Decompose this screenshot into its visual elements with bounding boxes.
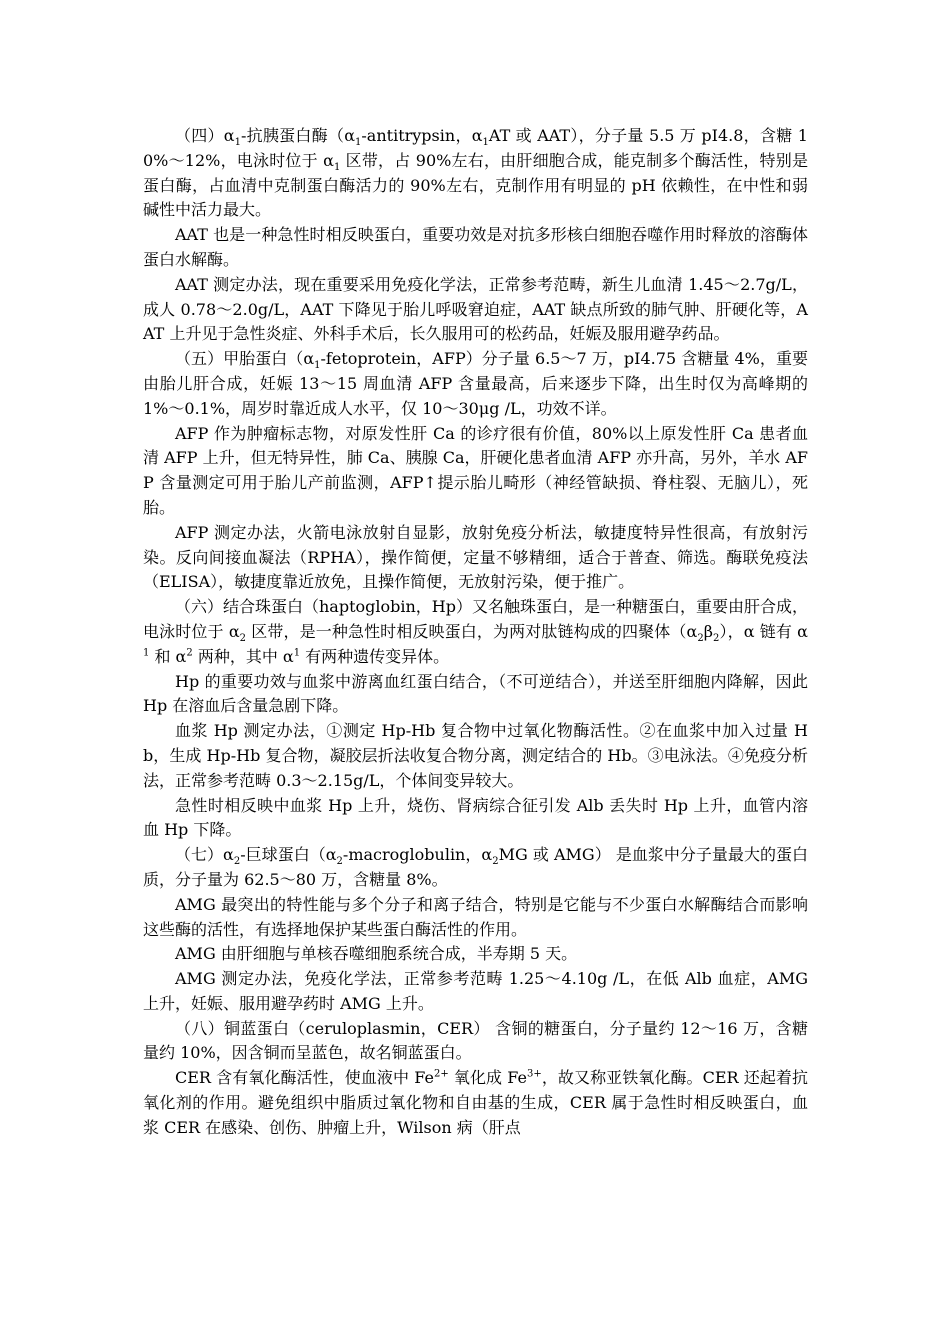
paragraph-afp-marker: AFP 作为肿瘤标志物，对原发性肝 Ca 的诊疗很有价值，80%以上原发性肝 Ca 患者血清 AFP 上升，但无特异性，肺 Ca、胰腺 Ca，肝硬化患者血清 AFP 亦升高，另外，羊水 AFP 含量测定可用于胎儿产前监测，AFP↑提示胎儿畸形（神经管缺损、脊柱裂、无脑儿），死胎。	[143, 423, 808, 517]
document-page	[143, 124, 808, 1141]
paragraph-aat-intro: （四）$\alpha_1-$抗胰蛋白酶（$\alpha_1$-antitrypsin，$\alpha_1AT$ 或 AAT），分子量 5.5 万 pI4.8，含糖 10%～12%，电泳时位于 $\alpha_1$ 区带，占 90%左右，由肝细胞合成，能克制多个酶活性，特别是蛋白酶，占血清中克制蛋白酶活力的 90%左右，克制作用有明显的 pH 依赖性，在中性和弱碱性中活力最大。	[143, 126, 808, 220]
paragraph-amg-feature: AMG 最突出的特性能与多个分子和离子结合，特别是它能与不少蛋白水解酶结合而影响这些酶的活性，有选择地保护某些蛋白酶活性的作用。	[143, 894, 808, 939]
paragraph-afp-intro: （五）甲胎蛋白（$\alpha_1$-fetoprotein，AFP）分子量 6.5～7 万，pI4.75 含糖量 4%，重要由胎儿肝合成，妊娠 13～15 周血清 AFP 含量最高，后来逐步下降，出生时仅为高峰期的 1%～0.1%，周岁时靠近成人水平，仅 10～30μg /L，功效不详。	[143, 349, 808, 418]
paragraph-aat-method: AAT 测定办法，现在重要采用免疫化学法，正常参考范畴，新生儿血清 1.45～2.7g/L，成人 0.78～2.0g/L，AAT 下降见于胎儿呼吸窘迫症，AAT 缺点所致的肺气肿、肝硬化等，AAT 上升见于急性炎症、外科手术后，长久服用可的松药品，妊娠及服用避孕药品。	[143, 274, 808, 344]
paragraph-hp-clinical: 急性时相反映中血浆 Hp 上升，烧伤、肾病综合征引发 Alb 丢失时 Hp 上升，血管内溶血 Hp 下降。	[143, 795, 808, 840]
paragraph-amg-synthesis: AMG 由肝细胞与单核吞噬细胞系统合成，半寿期 5 天。	[175, 944, 578, 964]
paragraph-cer-function: CER 含有氧化酶活性，使血液中 $Fe^{2+}$ 氧化成 $Fe^{3+}$，故又称亚铁氧化酶。CER 还起着抗氧化剂的作用。避免组织中脂质过氧化物和自由基的生成，CER 属于急性时相反映蛋白，血浆 CER 在感染、创伤、肿瘤上升，Wilson 病（肝点	[143, 1068, 809, 1137]
paragraph-afp-method: AFP 测定办法，火箭电泳放射自显影，放射免疫分析法，敏捷度特异性很高，有放射污染。反向间接血凝法（RPHA），操作简便，定量不够精细，适合于普查、筛选。酶联免疫法（ELISA），敏捷度靠近放免，且操作简便，无放射污染，便于推广。	[143, 522, 808, 592]
paragraph-aat-function: AAT 也是一种急性时相反映蛋白，重要功效是对抗多形核白细胞吞噬作用时释放的溶酶体蛋白水解酶。	[143, 225, 808, 269]
paragraph-hp-method: 血浆 Hp 测定办法，①测定 Hp-Hb 复合物中过氧化物酶活性。②在血浆中加入过量 Hb，生成 Hp-Hb 复合物，凝胶层折法收复合物分离，测定结合的 Hb。③电泳法。④免疫分析法，正常参考范畴 0.3～2.15g/L，个体间变异较大。	[143, 721, 808, 790]
paragraph-amg-method: AMG 测定办法，免疫化学法，正常参考范畴 1.25～4.10g /L，在低 Alb 血症，AMG 上升，妊娠、服用避孕药时 AMG 上升。	[143, 969, 808, 1013]
paragraph-amg-intro: （七）$\alpha_2-$巨球蛋白（$\alpha_2$-macroglobulin，$\alpha_2MG$ 或 AMG） 是血浆中分子量最大的蛋白质，分子量为 62.5～80 万，含糖量 8%。	[143, 845, 808, 889]
paragraph-hp-function: Hp 的重要功效与血浆中游离血红蛋白结合，（不可逆结合），并送至肝细胞内降解，因此 Hp 在溶血后含量急剧下降。	[143, 671, 808, 716]
paragraph-hp-intro: （六）结合珠蛋白（haptoglobin，Hp）又名触珠蛋白，是一种糖蛋白，重要由肝合成，电泳时位于 $\alpha_2$ 区带，是一种急性时相反映蛋白，为两对肽链构成的四聚体$(\alpha_2\beta_2)$，α 链有 $\alpha^1$ 和 $\alpha^2$ 两种，其中 $\alpha^1$ 有两种遗传变异体。	[143, 597, 809, 666]
paragraph-cer-intro: （八）铜蓝蛋白（ceruloplasmin，CER） 含铜的糖蛋白，分子量约 12～16 万，含糖量约 10%，因含铜而呈蓝色，故名铜蓝蛋白。	[143, 1018, 808, 1063]
